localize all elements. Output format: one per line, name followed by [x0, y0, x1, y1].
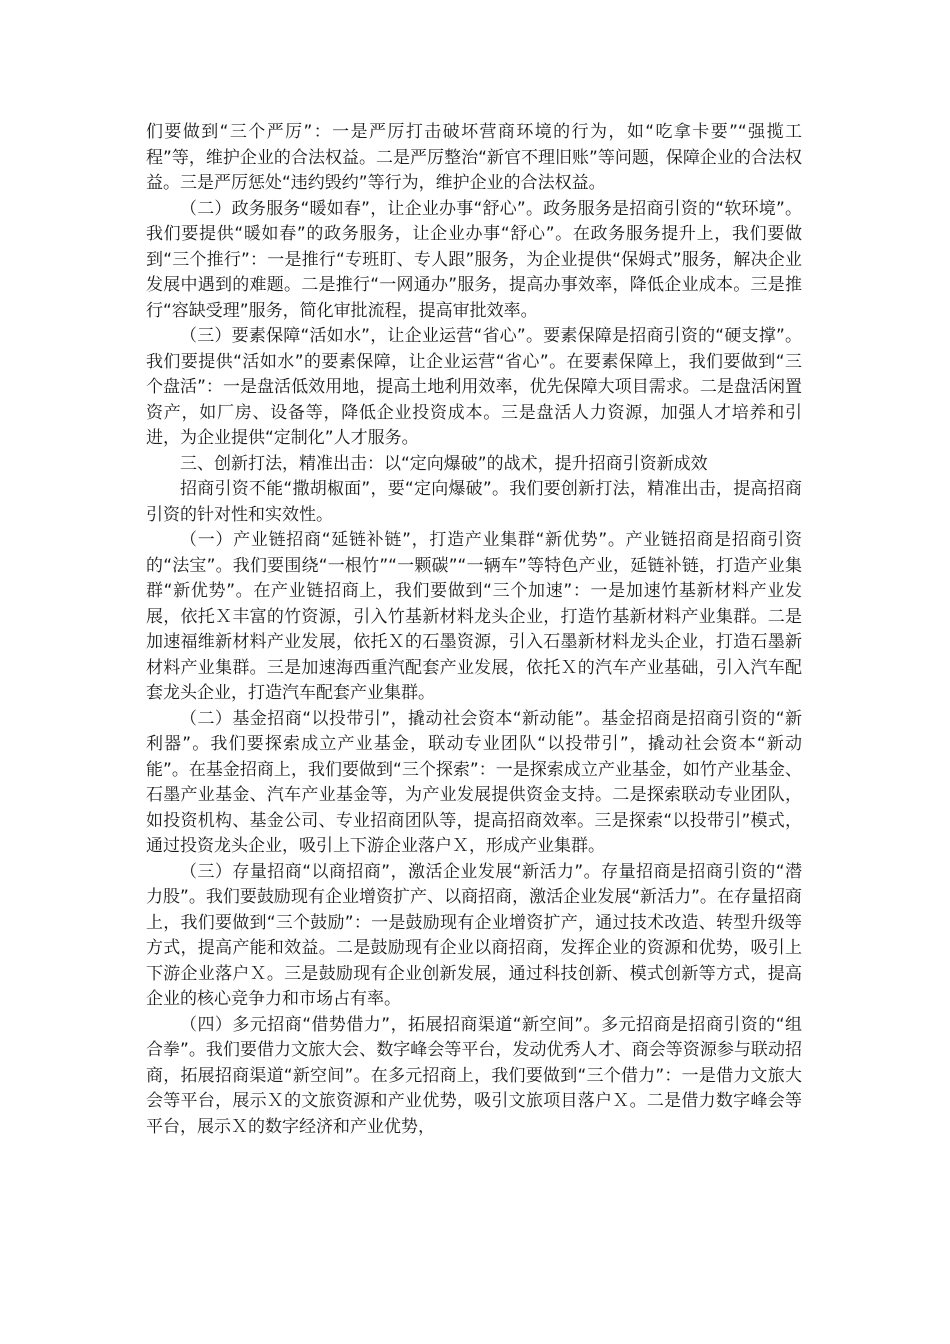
paragraph-8: （三）存量招商“以商招商”，激活企业发展“新活力”。存量招商是招商引资的“潜力股”。我们要鼓励现有企业增资扩产、以商招商，激活企业发展“新活力”。在存量招商上，我们要做到“三个鼓励”：一是鼓励现有企业增资扩产，通过技术改造、转型升级等方式，提高产能和效益。二是鼓励现有企业以商招商，发挥企业的资源和优势，吸引上下游企业落户Ｘ。三是鼓励现有企业创新发展，通过科技创新、模式创新等方式，提高企业的核心竞争力和市场占有率。: [146, 861, 802, 1009]
document-page: [146, 120, 802, 1140]
paragraph-2: （二）政务服务“暖如春”，让企业办事“舒心”。政务服务是招商引资的“软环境”。我们要提供“暖如春”的政务服务，让企业办事“舒心”。在政务服务提升上，我们要做到“三个推行”：一是推行“专班盯、专人跟”服务，为企业提供“保姆式”服务，解决企业发展中遇到的难题。二是推行“一网通办”服务，提高办事效率，降低企业成本。三是推行“容缺受理”服务，简化审批流程，提高审批效率。: [146, 198, 802, 321]
paragraph-9: （四）多元招商“借势借力”，拓展招商渠道“新空间”。多元招商是招商引资的“组合拳”。我们要借力文旅大会、数字峰会等平台，发动优秀人才、商会等资源参与联动招商，拓展招商渠道“新空间”。在多元招商上，我们要做到“三个借力”：一是借力文旅大会等平台，展示Ｘ的文旅资源和产业优势，吸引文旅项目落户Ｘ。二是借力数字峰会等平台，展示Ｘ的数字经济和产业优势，: [146, 1014, 802, 1137]
paragraph-6: （一）产业链招商“延链补链”，打造产业集群“新优势”。产业链招商是招商引资的“法宝”。我们要围绕“一根竹”“一颗碳”“一辆车”等特色产业，延链补链，打造产业集群“新优势”。在产业链招商上，我们要做到“三个加速”：一是加速竹基新材料产业发展，依托Ｘ丰富的竹资源，引入竹基新材料龙头企业，打造竹基新材料产业集群。二是加速福维新材料产业发展，依托Ｘ的石墨资源，引入石墨新材料龙头企业，打造石墨新材料产业集群。三是加速海西重汽配套产业发展，依托Ｘ的汽车产业基础，引入汽车配套龙头企业，打造汽车配套产业集群。: [146, 530, 802, 703]
paragraph-7: （二）基金招商“以投带引”，撬动社会资本“新动能”。基金招商是招商引资的“新利器”。我们要探索成立产业基金，联动专业团队“以投带引”，撬动社会资本“新动能”。在基金招商上，我们要做到“三个探索”：一是探索成立产业基金，如竹产业基金、石墨产业基金、汽车产业基金等，为产业发展提供资金支持。二是探索联动专业团队，如投资机构、基金公司、专业招商团队等，提高招商效率。三是探索“以投带引”模式，通过投资龙头企业，吸引上下游企业落户Ｘ，形成产业集群。: [146, 708, 802, 856]
paragraph-3: （三）要素保障“活如水”，让企业运营“省心”。要素保障是招商引资的“硬支撑”。我们要提供“活如水”的要素保障，让企业运营“省心”。在要素保障上，我们要做到“三个盘活”：一是盘活低效用地，提高土地利用效率，优先保障大项目需求。二是盘活闲置资产，如厂房、设备等，降低企业投资成本。三是盘活人力资源，加强人才培养和引进，为企业提供“定制化”人才服务。: [146, 326, 802, 448]
section-heading-3: 三、创新打法，精准出击：以“定向爆破”的战术，提升招商引资新成效: [180, 453, 708, 474]
paragraph-1: 们要做到“三个严厉”：一是严厉打击破坏营商环境的行为，如“吃拿卡要”“强揽工程”等，维护企业的合法权益。二是严厉整治“新官不理旧账”等问题，保障企业的合法权益。三是严厉惩处“违约毁约”等行为，维护企业的合法权益。: [146, 122, 802, 193]
paragraph-5: 招商引资不能“撒胡椒面”，要“定向爆破”。我们要创新打法，精准出击，提高招商引资的针对性和实效性。: [146, 479, 802, 525]
